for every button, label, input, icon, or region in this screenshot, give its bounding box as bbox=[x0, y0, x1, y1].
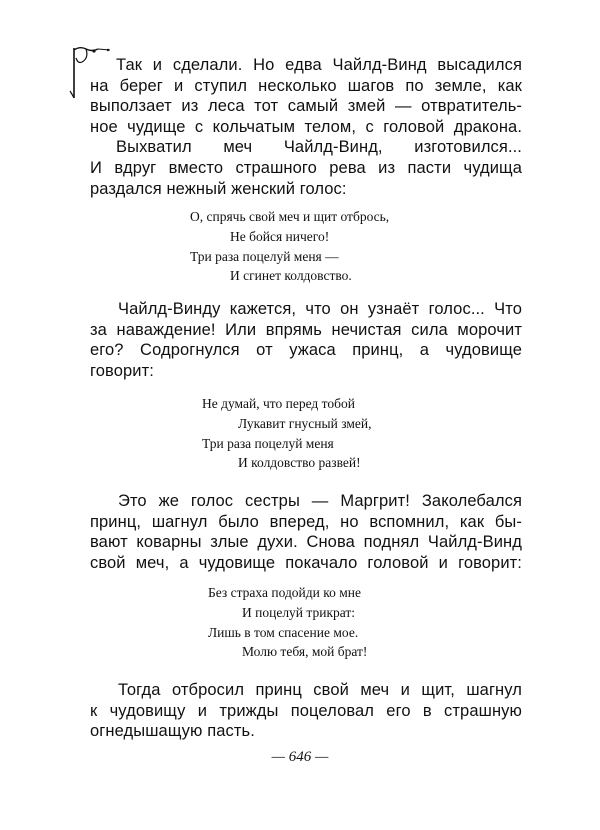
paragraph-line: огнедышащую пасть. bbox=[90, 722, 255, 741]
paragraph-line: Так и сделали. Но едва Чайлд-Винд высадился bbox=[116, 56, 522, 74]
verse-line: Лишь в том спасение мое. bbox=[208, 624, 359, 640]
paragraph-line: раздался нежный женский голос: bbox=[90, 179, 347, 198]
verse-line: Не думай, что перед тобой bbox=[202, 396, 355, 411]
paragraph-line: ное чудище с кольчатым телом, с головой дракона. bbox=[90, 117, 522, 136]
paragraph-line: И вдруг вместо страшного рева из пасти чудища bbox=[90, 158, 522, 177]
paragraph-line: выползает из леса тот самый змей — отвратитель- bbox=[90, 97, 522, 116]
verse-line: Молю тебя, мой брат! bbox=[242, 644, 368, 660]
paragraph-3 bbox=[90, 491, 522, 573]
verse-line: И колдовство развей! bbox=[238, 455, 361, 471]
paragraph-line: принц, шагнул было вперед, но вспомнил, как бы- bbox=[90, 512, 522, 531]
paragraph-line: вают коварны злые духи. Снова поднял Чайлд-Винд bbox=[90, 533, 522, 552]
paragraph-line: на берег и ступил несколько шагов по земле, как bbox=[90, 76, 522, 95]
verse-line: И сгинет колдовство. bbox=[230, 268, 352, 284]
paragraph-line: за наваждение! Или впрямь нечистая сила морочит bbox=[90, 320, 522, 339]
paragraph-line: Тогда отбросил принц свой меч и щит, шагнул bbox=[118, 681, 522, 699]
paragraph-line: Это же голос сестры — Маргрит! Заколебался bbox=[118, 492, 522, 510]
verse-2 bbox=[202, 394, 371, 473]
verse-3 bbox=[208, 583, 367, 662]
paragraph-2 bbox=[90, 299, 522, 381]
verse-line: И поцелуй трикрат: bbox=[242, 604, 356, 620]
verse-1 bbox=[190, 207, 389, 286]
verse-line: Без страха подойди ко мне bbox=[208, 585, 362, 600]
paragraph-line: говорит: bbox=[90, 361, 154, 380]
paragraph-line: Чайлд-Винду кажется, что он узнаёт голос... Что bbox=[118, 300, 522, 318]
verse-line: Лукавит гнусный змей, bbox=[238, 415, 372, 431]
paragraph-line: его? Содрогнулся от ужаса принц, а чудовище bbox=[90, 341, 522, 360]
paragraph-4 bbox=[90, 680, 522, 742]
paragraph-line: к чудовищу и трижды поцеловал его в страшную bbox=[90, 701, 522, 720]
page-number: — 646 — bbox=[271, 749, 329, 765]
verse-line: О, спрячь свой меч и щит отбрось, bbox=[190, 209, 390, 224]
paragraph-line: Выхватил меч Чайлд-Винд, изготовился... bbox=[116, 138, 522, 157]
verse-line: Три раза поцелуй меня bbox=[202, 435, 334, 451]
verse-line: Не бойся ничего! bbox=[230, 228, 330, 244]
verse-line: Три раза поцелуй меня — bbox=[190, 248, 339, 264]
paragraph-line: свой меч, а чудовище покачало головой и говорит: bbox=[90, 553, 522, 572]
paragraph-1 bbox=[90, 55, 522, 199]
